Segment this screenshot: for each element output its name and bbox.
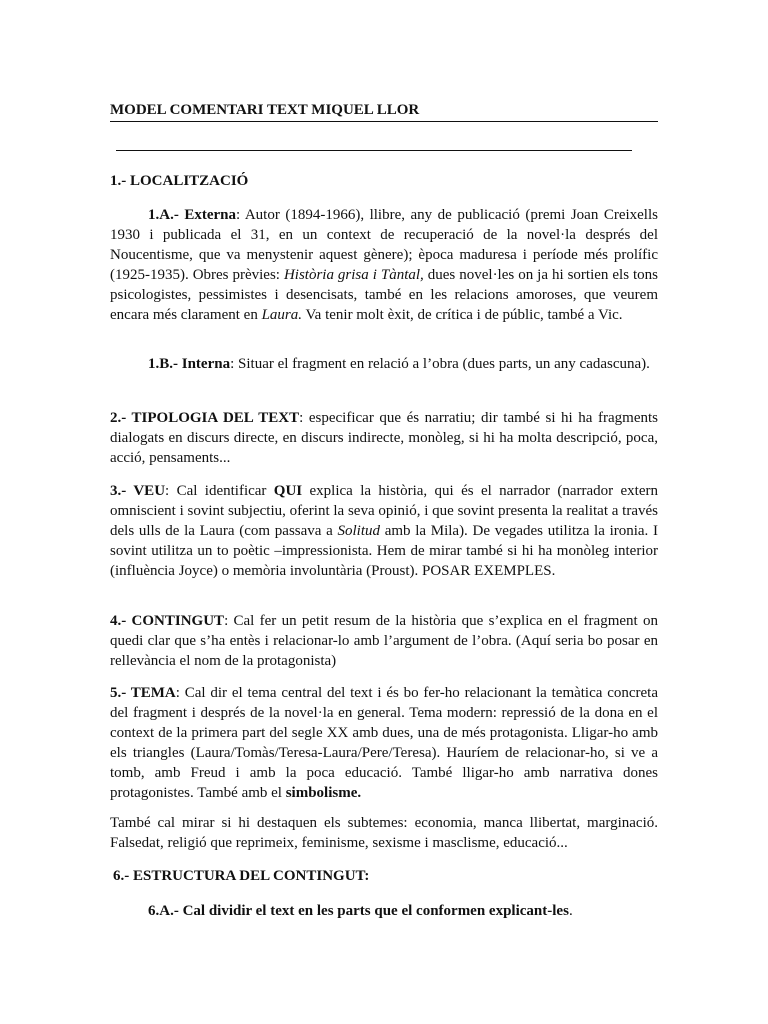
section-2-label: 2.- TIPOLOGIA DEL TEXT [110, 410, 300, 426]
subtemes-paragraph: També cal mirar si hi destaquen els subtemes: economia, manca llibertat, marginació. Falsedat, religió que reprimeix, feminisme, sexisme i masclisme, educació... [110, 815, 658, 851]
section-3-label: 3.- VEU [110, 483, 166, 499]
section-1a-works: Història grisa i Tàntal, [283, 267, 424, 283]
section-3-text-2: explica la història, qui és el narrador (narrador extern omniscient i sovint subjectiu, oferint la seva opinió, i que sovint presenta la realitat a través dels ulls de la Laura (com passava a [110, 483, 658, 539]
section-1a-text-2: dues novel·les on ja hi sortien els tons psicologistes, pessimistes i desencisats, també en les relacions amoroses, que veurem encara més clarament en [110, 267, 659, 323]
section-4-label: 4.- CONTINGUT [110, 613, 225, 629]
section-5-paragraph [110, 683, 658, 803]
section-1a-paragraph [110, 205, 658, 325]
section-1a-label: 1.A.- Externa [148, 207, 236, 223]
section-6-heading: 6.- ESTRUCTURA DEL CONTINGUT: [113, 868, 370, 884]
section-1b-label: 1.B.- Interna [148, 356, 231, 372]
section-5-simbolisme: simbolisme. [285, 785, 362, 801]
section-1b-text: : Situar el fragment en relació a l’obra (dues parts, un any cadascuna). [230, 356, 650, 372]
section-1a-text-1: : Autor (1894-1966), llibre, any de publicació (premi Joan Creixells 1930 i publicada el 31, en un context de recuperació de la novel·la després del Noucentisme, que va menystenir aquest gènere); època maduresa i període més prolífic (1925-1935). Obres prèvies: [110, 207, 658, 283]
section-3-solitud: Solitud [337, 523, 380, 539]
section-1a-laura: Laura. [261, 307, 303, 323]
section-5-text: : Cal dir el tema central del text i és bo fer-ho relacionant la temàtica concreta del fragment i després de la novel·la en general. Tema modern: repressió de la dona en el context de la primera part del segle XX amb dues, una de més protagonista. Lligar-ho amb els triangles (Laura/Tomàs/Teresa-Laura/Pere/Teresa). Hauríem de relacionar-ho, si ve a tomb, amb Freud i amb la poca educació. També lligar-ho amb narrativa dones protagonistes. També amb el [110, 685, 659, 801]
section-3-qui: QUI [273, 483, 303, 499]
section-2-paragraph [110, 408, 658, 468]
section-1a-text-3: Va tenir molt èxit, de crítica i de públic, també a Vic. [302, 307, 623, 323]
separator-line [116, 150, 632, 151]
section-4-paragraph [110, 611, 658, 671]
section-6a-paragraph [148, 901, 658, 921]
section-5-label: 5.- TEMA [110, 685, 176, 701]
section-3-paragraph [110, 481, 658, 581]
section-1-heading: 1.- LOCALITZACIÓ [110, 173, 249, 189]
section-1b-paragraph [110, 354, 658, 374]
section-3-text-3: amb la Mila). De vegades utilitza la ironia. I sovint utilitza un to poètic –impressionista. Hem de mirar també si hi ha monòleg interior (influència Joyce) o memòria involuntària (Proust). POSAR EXEMPLES. [110, 523, 658, 579]
section-6a-dot: . [568, 903, 573, 919]
document-title: MODEL COMENTARI TEXT MIQUEL LLOR [110, 100, 658, 122]
section-2-text: : especificar que és narratiu; dir també si hi ha fragments dialogats en discurs directe, en discurs indirecte, monòleg, si hi ha molta descripció, poca, acció, pensaments... [110, 410, 658, 466]
section-4-text: : Cal fer un petit resum de la història que s’explica en el fragment on quedi clar que s’ha entès i relacionar-lo amb l’argument de l’obra. (Aquí seria bo posar en rellevància el nom de la protagonista) [110, 613, 658, 669]
section-3-text-1: : Cal identificar [165, 483, 274, 499]
section-6a-label: 6.A.- Cal dividir el text en les parts que el conformen explicant-les [148, 903, 569, 919]
